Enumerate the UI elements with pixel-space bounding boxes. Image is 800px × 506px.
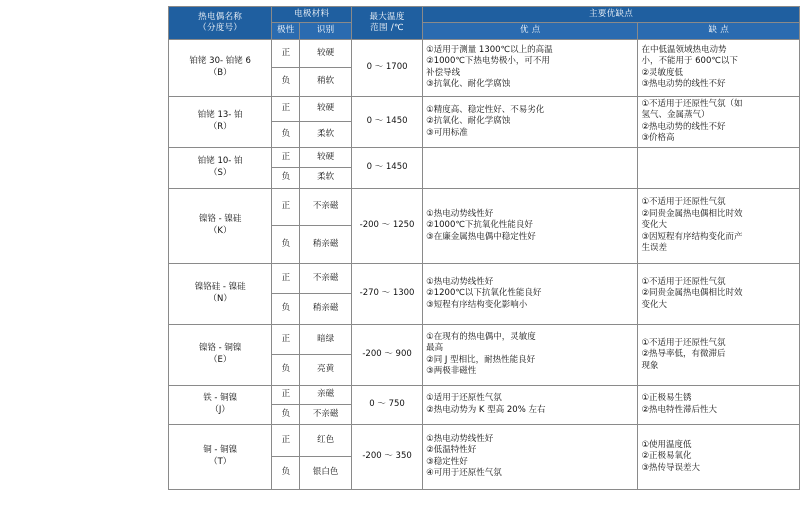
cell-thermocouple-name bbox=[169, 39, 272, 96]
table-row bbox=[169, 188, 800, 226]
advantage-line: ①热电动势线性好 bbox=[426, 276, 494, 287]
cell-polarity-positive: 正 bbox=[272, 324, 300, 355]
cell-polarity-negative: 负 bbox=[272, 294, 300, 325]
advantage-line: ②低温特性好 bbox=[426, 445, 477, 456]
thermocouple-name-text: 镍铬 - 铜镍 bbox=[198, 343, 242, 354]
thermocouple-name-text: 铂铑 13- 铂 bbox=[197, 110, 243, 121]
advantage-line: ②同 J 型相比，耐热性能良好 bbox=[426, 354, 536, 365]
cell-advantages bbox=[423, 424, 638, 489]
cell-polarity-negative: 负 bbox=[272, 226, 300, 264]
advantage-line: ①适用于还原性气氛 bbox=[426, 393, 502, 404]
advantage-line: ①热电动势线性好 bbox=[426, 433, 494, 444]
cell-identification-positive: 较硬 bbox=[300, 147, 352, 168]
cell-identification-positive: 较硬 bbox=[300, 39, 352, 68]
cell-thermocouple-name bbox=[169, 96, 272, 147]
header-material: 电极材料 bbox=[272, 7, 352, 23]
cell-temperature-range: 0 ～ 750 bbox=[352, 385, 423, 424]
disadvantage-line: ①不适用于还原性气氛 bbox=[641, 197, 726, 208]
thermocouple-symbol-text: （N） bbox=[208, 293, 232, 304]
cell-identification-negative: 不亲磁 bbox=[300, 405, 352, 425]
disadvantage-line: ①不适用于还原性气氛 bbox=[641, 337, 726, 348]
header-disadvantages: 缺 点 bbox=[638, 23, 800, 39]
cell-advantages bbox=[423, 188, 638, 263]
cell-identification-negative: 稍亲磁 bbox=[300, 226, 352, 264]
cell-polarity-positive: 正 bbox=[272, 263, 300, 294]
thermocouple-name-text: 铂铑 30- 铂铑 6 bbox=[189, 56, 251, 67]
cell-temperature-range: 0 ～ 1700 bbox=[352, 39, 423, 96]
cell-thermocouple-name bbox=[169, 147, 272, 188]
advantage-line: 补偿导线 bbox=[426, 67, 461, 78]
advantage-line: ①热电动势线性好 bbox=[426, 208, 494, 219]
cell-advantages bbox=[423, 39, 638, 96]
thermocouple-name-text: 铜 - 铜镍 bbox=[203, 445, 238, 456]
thermocouple-symbol-text: （B） bbox=[208, 67, 232, 78]
cell-thermocouple-name bbox=[169, 385, 272, 424]
thermocouple-table-page bbox=[0, 6, 800, 506]
table-row bbox=[169, 385, 800, 405]
thermocouple-symbol-text: （R） bbox=[208, 121, 232, 132]
cell-disadvantages bbox=[638, 96, 800, 147]
advantage-line: ②1000℃下热电势极小，可不用 bbox=[426, 56, 550, 67]
disadvantage-line: ②同贵金属热电偶相比时效 bbox=[641, 208, 743, 219]
disadvantage-line: ②热电特性滞后性大 bbox=[641, 404, 718, 415]
cell-polarity-positive: 正 bbox=[272, 385, 300, 405]
cell-identification-positive: 不亲磁 bbox=[300, 188, 352, 226]
disadvantage-line: ②热导率低，有微滞后 bbox=[641, 349, 726, 360]
table-body bbox=[169, 39, 800, 489]
cell-identification-positive: 红色 bbox=[300, 424, 352, 457]
cell-polarity-negative: 负 bbox=[272, 355, 300, 386]
cell-temperature-range: 0 ～ 1450 bbox=[352, 96, 423, 147]
cell-identification-negative: 柔软 bbox=[300, 168, 352, 189]
header-temperature: 最大温度 范围 /℃ bbox=[352, 7, 423, 40]
cell-polarity-positive: 正 bbox=[272, 188, 300, 226]
table-row bbox=[169, 39, 800, 68]
thermocouple-symbol-text: （J） bbox=[210, 404, 230, 415]
cell-disadvantages bbox=[638, 39, 800, 96]
cell-polarity-negative: 负 bbox=[272, 405, 300, 425]
cell-identification-negative: 柔软 bbox=[300, 122, 352, 147]
cell-disadvantages bbox=[638, 424, 800, 489]
cell-advantages bbox=[423, 263, 638, 324]
disadvantage-line: 变化大 bbox=[641, 220, 667, 231]
thermocouple-symbol-text: （T） bbox=[209, 456, 232, 467]
thermocouple-name-text: 镍铬硅 - 镍硅 bbox=[194, 282, 246, 293]
disadvantage-line: 氢气、金属蒸气） bbox=[641, 110, 710, 121]
thermocouple-name-text: 镍铬 - 镍硅 bbox=[198, 214, 242, 225]
cell-temperature-range: -200 ～ 350 bbox=[352, 424, 423, 489]
cell-thermocouple-name bbox=[169, 424, 272, 489]
cell-polarity-negative: 负 bbox=[272, 168, 300, 189]
cell-temperature-range: -270 ～ 1300 bbox=[352, 263, 423, 324]
thermocouple-comparison-table bbox=[168, 6, 800, 490]
advantage-line: ③抗氧化、耐化学腐蚀 bbox=[426, 79, 511, 90]
cell-temperature-range: -200 ～ 1250 bbox=[352, 188, 423, 263]
table-header bbox=[169, 7, 800, 40]
thermocouple-symbol-text: （S） bbox=[208, 167, 232, 178]
table-row bbox=[169, 324, 800, 355]
cell-polarity-positive: 正 bbox=[272, 424, 300, 457]
advantage-line: ①精度高、稳定性好、不易劣化 bbox=[426, 104, 545, 115]
cell-disadvantages bbox=[638, 188, 800, 263]
cell-disadvantages bbox=[638, 324, 800, 385]
thermocouple-name-text: 铂铑 10- 铂 bbox=[197, 156, 243, 167]
cell-thermocouple-name bbox=[169, 188, 272, 263]
advantage-line: ①在现有的热电偶中，灵敏度 bbox=[426, 331, 536, 342]
disadvantage-line: ②同贵金属热电偶相比时效 bbox=[641, 288, 743, 299]
cell-identification-negative: 亮黄 bbox=[300, 355, 352, 386]
advantage-line: ④可用于还原性气氛 bbox=[426, 468, 502, 479]
advantage-line: ③两极非磁性 bbox=[426, 366, 477, 377]
disadvantage-line: ②灵敏度低 bbox=[641, 67, 684, 78]
header-advantages: 优 点 bbox=[423, 23, 638, 39]
cell-polarity-negative: 负 bbox=[272, 457, 300, 490]
advantage-line: ②热电动势为 K 型高 20% 左右 bbox=[426, 404, 546, 415]
advantage-line: ③稳定性好 bbox=[426, 456, 468, 467]
cell-identification-positive: 亲磁 bbox=[300, 385, 352, 405]
advantage-line: ③短程有序结构变化影响小 bbox=[426, 299, 528, 310]
disadvantage-line: ③价格高 bbox=[641, 133, 675, 144]
cell-temperature-range: 0 ～ 1450 bbox=[352, 147, 423, 188]
header-polarity: 极性 bbox=[272, 23, 300, 39]
disadvantage-line: ①正极易生锈 bbox=[641, 393, 692, 404]
cell-advantages bbox=[423, 96, 638, 147]
cell-disadvantages bbox=[638, 385, 800, 424]
header-main-features: 主要优缺点 bbox=[423, 7, 800, 23]
cell-advantages bbox=[423, 147, 638, 188]
disadvantage-line: ②热电动势的线性不好 bbox=[641, 121, 726, 132]
cell-polarity-negative: 负 bbox=[272, 68, 300, 97]
cell-identification-positive: 较硬 bbox=[300, 96, 352, 121]
disadvantage-line: ①使用温度低 bbox=[641, 439, 692, 450]
cell-disadvantages bbox=[638, 147, 800, 188]
cell-thermocouple-name bbox=[169, 263, 272, 324]
disadvantage-line: 小，不能用于 600℃以下 bbox=[641, 56, 738, 67]
cell-identification-positive: 暗绿 bbox=[300, 324, 352, 355]
cell-identification-negative: 稍亲磁 bbox=[300, 294, 352, 325]
header-identification: 识别 bbox=[300, 23, 352, 39]
thermocouple-symbol-text: （K） bbox=[208, 225, 232, 236]
disadvantage-line: 在中低温领域热电动势 bbox=[641, 45, 727, 55]
disadvantage-line: ①不适用于还原性气氛 bbox=[641, 276, 726, 287]
advantage-line: ②1000℃下抗氧化性能良好 bbox=[426, 220, 533, 231]
cell-thermocouple-name bbox=[169, 324, 272, 385]
disadvantage-line: 现象 bbox=[641, 360, 659, 371]
thermocouple-symbol-text: （E） bbox=[208, 354, 232, 365]
cell-polarity-negative: 负 bbox=[272, 122, 300, 147]
disadvantage-line: 变化大 bbox=[641, 299, 667, 310]
advantage-line: ①适用于测量 1300℃以上的高温 bbox=[426, 45, 553, 55]
cell-advantages bbox=[423, 324, 638, 385]
header-name: 热电偶名称 （分度号） bbox=[169, 7, 272, 40]
disadvantage-line: ③热传导误差大 bbox=[641, 462, 701, 473]
advantage-line: 最高 bbox=[426, 343, 444, 354]
advantage-line: ②1200℃以下抗氧化性能良好 bbox=[426, 288, 542, 299]
disadvantage-line: ①不适用于还原性气氛（如 bbox=[641, 98, 743, 109]
table-row bbox=[169, 263, 800, 294]
disadvantage-line: ③因短程有序结构变化而产 bbox=[641, 231, 743, 242]
table-row bbox=[169, 424, 800, 457]
cell-advantages bbox=[423, 385, 638, 424]
cell-temperature-range: -200 ～ 900 bbox=[352, 324, 423, 385]
cell-identification-negative: 银白色 bbox=[300, 457, 352, 490]
advantage-line: ③在廉金属热电偶中稳定性好 bbox=[426, 231, 536, 242]
cell-polarity-positive: 正 bbox=[272, 39, 300, 68]
disadvantage-line: ③热电动势的线性不好 bbox=[641, 79, 726, 90]
cell-identification-positive: 不亲磁 bbox=[300, 263, 352, 294]
disadvantage-line: 生误差 bbox=[641, 243, 667, 254]
cell-polarity-positive: 正 bbox=[272, 96, 300, 121]
disadvantage-line: ②正极易氧化 bbox=[641, 451, 692, 462]
thermocouple-name-text: 铁 - 铜镍 bbox=[203, 393, 238, 404]
advantage-line: ②抗氧化、耐化学腐蚀 bbox=[426, 116, 511, 127]
cell-identification-negative: 稍软 bbox=[300, 68, 352, 97]
advantage-line: ③可用标准 bbox=[426, 127, 468, 138]
table-row bbox=[169, 147, 800, 168]
cell-polarity-positive: 正 bbox=[272, 147, 300, 168]
cell-disadvantages bbox=[638, 263, 800, 324]
table-row bbox=[169, 96, 800, 121]
